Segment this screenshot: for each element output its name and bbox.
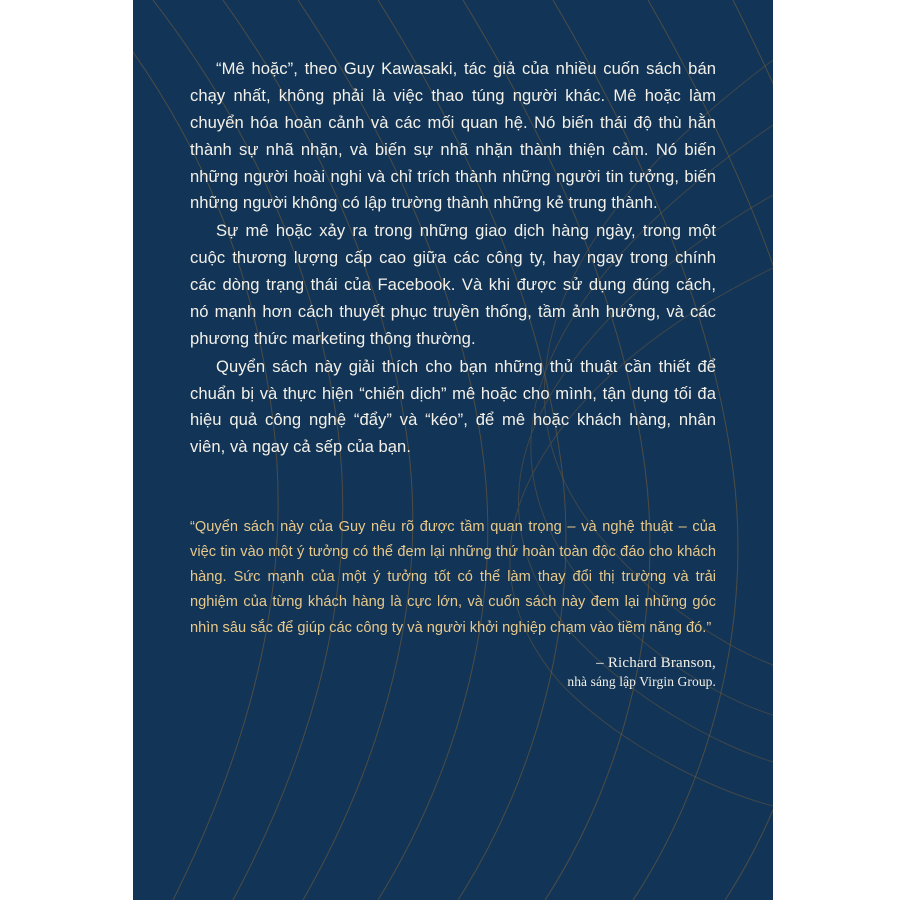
cover-panel <box>133 0 773 900</box>
cover-text-content <box>133 0 773 900</box>
blurb-paragraph-2: Sự mê hoặc xảy ra trong những giao dịch hàng ngày, trong một cuộc thương lượng cấp cao giữa các công ty, hay ngay trong chính các dòng trạng thái của Facebook. Và khi được sử dụng đúng cách, nó mạnh hơn cách thuyết phục truyền thống, tầm ảnh hưởng, và các phương thức marketing thông thường. <box>190 221 716 348</box>
endorsement-attribution <box>190 655 716 690</box>
blurb-paragraph-3: Quyển sách này giải thích cho bạn những thủ thuật cần thiết để chuẩn bị và thực hiện “chiến dịch” mê hoặc cho mình, tận dụng tối đa hiệu quả công nghệ “đẩy” và “kéo”, để mê hoặc khách hàng, nhân viên, và ngay cả sếp của bạn. <box>190 356 716 457</box>
blurb-paragraph-1: “Mê hoặc”, theo Guy Kawasaki, tác giả của nhiều cuốn sách bán chạy nhất, không phải là việc thao túng người khác. Mê hoặc làm chuyển hóa hoàn cảnh và các mối quan hệ. Nó biến thái độ thù hằn thành sự nhã nhặn, và biến sự nhã nhặn thành thiện cảm. Nó biến những người hoài nghi và chỉ trích thành những người tin tưởng, biến những người không có lập trường thành những kẻ trung thành. <box>190 59 716 213</box>
endorsement-author-role: nhà sáng lập Virgin Group. <box>567 673 716 689</box>
endorsement-quote-block <box>190 515 716 689</box>
endorsement-author-name: – Richard Branson, <box>596 654 716 671</box>
endorsement-quote-text: “Quyển sách này của Guy nêu rõ được tầm quan trọng – và nghệ thuật – của việc tin vào một ý tưởng có thể đem lại những thứ hoàn toàn độc đáo cho khách hàng. Sức mạnh của một ý tưởng tốt có thể làm thay đổi thị trường và trải nghiệm của từng khách hàng là cực lớn, và cuốn sách này đem lại những góc nhìn sâu sắc để giúp các công ty và người khởi nghiệp chạm vào tiềm năng đó.” <box>190 519 716 636</box>
